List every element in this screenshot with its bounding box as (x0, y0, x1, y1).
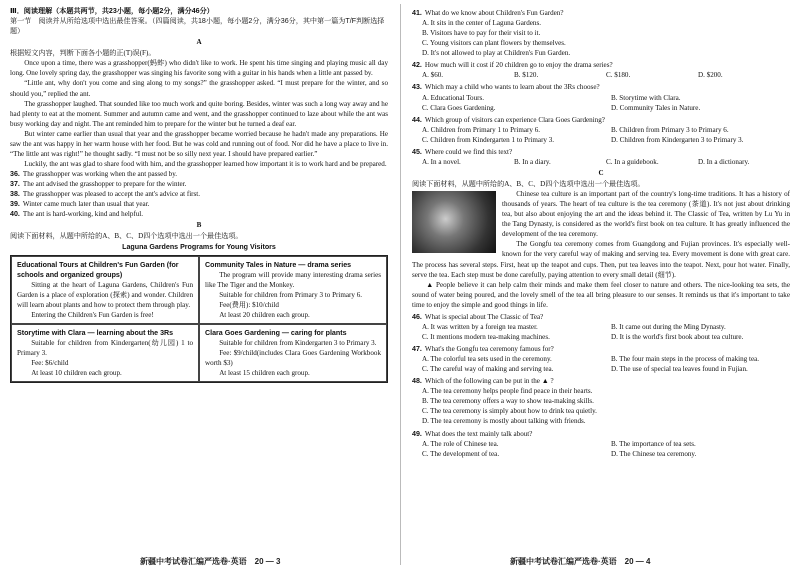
option: A. The colorful tea sets used in the ceremony. (422, 355, 552, 364)
question-text: What do we know about Children's Fun Garden? (424, 9, 564, 17)
right-column (412, 6, 790, 549)
paragraph: ▲ People believe it can help calm their minds and make them feel closer to nature and others. The nice-looking tea sets, the sound of water being poured, and the lovely smell of the tea all bring pleasure to our senses. It reminds us that it's important to take time to enjoy the simple and good things in life. (412, 280, 790, 309)
question-number: 38. (10, 190, 20, 199)
question-text: Where could we find this text? (424, 147, 513, 156)
options-row (412, 439, 790, 449)
option: B. It came out during the Ming Dynasty. (611, 322, 726, 331)
question-text: Winter came much later than usual that year. (22, 200, 150, 209)
question-number: 36. (10, 170, 20, 178)
option: A. It sits in the center of Laguna Gardens. (422, 19, 541, 28)
question-text: What is special about The Classic of Tea? (424, 312, 544, 321)
question (412, 429, 790, 459)
option: B. The tea ceremony offers a way to show tea-making skills. (422, 397, 594, 406)
options-row (412, 322, 790, 332)
program-line: Suitable for children from Kindergarten 3 to Primary 3. (219, 338, 377, 347)
program-line: At least 10 children each group. (31, 369, 122, 378)
questions-c (412, 312, 790, 459)
option: B. Storytime with Clara. (611, 93, 681, 102)
question-number: 47. (412, 345, 422, 353)
program-title: Community Tales in Nature — drama series (205, 260, 352, 269)
tf-question (10, 179, 388, 189)
question-text: Which may a child who wants to learn about the 3Rs choose? (424, 83, 600, 92)
question-stem (412, 147, 790, 157)
program-line: At least 20 children each group. (219, 310, 310, 319)
question-stem (412, 8, 790, 18)
passage-a (10, 58, 388, 169)
program-line: Fee(费用): $10/child (219, 300, 279, 309)
question-number: 41. (412, 9, 422, 17)
question (412, 60, 790, 80)
question-text: How much will it cost if 20 children go to enjoy the drama series? (424, 61, 613, 70)
program-line: At least 15 children each group. (219, 369, 310, 378)
option: A. The tea ceremony helps people find peace in their hearts. (422, 387, 593, 396)
option: D. In a dictionary. (698, 157, 750, 166)
question-stem (412, 429, 790, 439)
passage-b-instruction: 阅读下面材料，从题中所给的A、B、C、D四个选项中选出一个最佳选项。 (10, 232, 243, 241)
option: B. Visitors have to pay for their visit to it. (422, 29, 541, 38)
question (412, 376, 790, 426)
passage-c-letter: C (598, 168, 604, 177)
program-line: Sitting at the heart of Laguna Gardens, Children's Fun Garden is a place of exploration (探索) and wonder. Children will learn about plants and how to protect them through play. (17, 280, 193, 309)
question (412, 312, 790, 342)
question (412, 344, 790, 374)
question-stem (412, 82, 790, 92)
option: C. In a guidebook. (606, 157, 659, 166)
footer-left: 新疆中考试卷汇编严选卷·英语 20 — 3 (140, 556, 281, 566)
tf-question (10, 169, 388, 179)
program-cell (11, 256, 199, 324)
question (412, 115, 790, 145)
option: D. The tea ceremony is mostly about talking with friends. (422, 417, 586, 426)
question-number: 46. (412, 312, 422, 321)
program-line: Fee: $9/child(includes Clara Goes Gardening Workbook worth $3) (205, 349, 381, 368)
programs-title: Laguna Gardens Programs for Young Visitors (122, 243, 276, 252)
option: D. Children from Kindergarten 3 to Primary 3. (611, 135, 744, 144)
question-number: 48. (412, 377, 422, 386)
question-text: The grasshopper was pleased to accept the ant's advice at first. (22, 190, 201, 199)
program-cell (11, 324, 199, 382)
questions-b (412, 8, 790, 167)
question-number: 40. (10, 210, 20, 219)
program-cell (199, 256, 387, 324)
option: B. The importance of tea sets. (611, 439, 696, 448)
options-row (412, 354, 790, 364)
question (412, 8, 790, 58)
option: D. $200. (698, 71, 723, 80)
passage-a-instruction: 根据短文内容，判断下面各小题的正(T)误(F)。 (10, 49, 156, 58)
question-stem (412, 376, 790, 386)
option: D. It's not allowed to play at Children's Fun Garden. (422, 49, 571, 58)
question-number: 43. (412, 83, 422, 92)
options-row (412, 103, 790, 113)
question-number: 42. (412, 61, 422, 70)
option: A. $60. (422, 71, 444, 80)
question-number: 49. (412, 429, 422, 438)
options-row (412, 332, 790, 342)
question-text: What's the Gongfu tea ceremony famous for? (424, 345, 554, 353)
option: A. In a novel. (422, 157, 461, 166)
option: C. The tea ceremony is simply about how to drink tea quietly. (422, 407, 597, 416)
tf-question (10, 209, 388, 219)
paragraph: The grasshopper laughed. That sounded like too much work and quite boring. Besides, winter was such a long way away and he had plenty to eat at the moment. Summer and autumn came and went, and the grasshopper continued to laze about while the ant was busy working day and night. The ant reminded him to prepare for the winter but he turned a deaf ear. (10, 99, 388, 128)
option: D. It is the world's first book about tea culture. (611, 332, 744, 341)
programs-table (10, 255, 388, 384)
question-text: What does the text mainly talk about? (424, 429, 533, 438)
option: C. It mentions modern tea-making machines. (422, 332, 550, 341)
question-text: The grasshopper was working when the ant passed by. (22, 170, 178, 178)
question (412, 147, 790, 167)
left-column (10, 6, 388, 549)
options-row (412, 449, 790, 459)
program-line: The program will provide many interesting drama series like The Tiger and the Monkey. (205, 270, 381, 289)
option: A. Educational Tours. (422, 93, 485, 102)
section-title: 第一节 阅读并从所给选项中选出最佳答案。（四篇阅读，共18小题，每小题2分，满分36分，其中第一篇为T/F判断选择题） (10, 17, 385, 36)
passage-c-instruction: 阅读下面材料，从题中所给的A、B、C、D四个选项中选出一个最佳选项。 (412, 180, 645, 188)
option: A. It was written by a foreign tea master. (422, 322, 538, 331)
options-row (412, 364, 790, 374)
program-cell (199, 324, 387, 382)
question-text: The ant advised the grasshopper to prepare for the winter. (22, 180, 187, 189)
program-title: Storytime with Clara — learning about the 3Rs (17, 328, 174, 337)
options-row (412, 135, 790, 145)
program-line: Suitable for children from Primary 3 to Primary 6. (219, 290, 363, 299)
paragraph: Luckily, the ant was glad to share food with him, and the grasshopper learned how important it is to work hard and be prepared. (24, 159, 387, 168)
tf-question (10, 199, 388, 209)
paragraph: Once upon a time, there was a grasshopper(蚂蚱) who didn't like to work. He spent his time singing and playing music all day long. One lovely spring day, the grasshopper was singing his favorite song with a guitar in his hands when a little ant passed by. (10, 59, 388, 78)
question-stem (412, 344, 790, 354)
option: C. Clara Goes Gardening. (422, 103, 496, 112)
tf-question (10, 189, 388, 199)
option: C. The development of tea. (422, 449, 500, 458)
option: A. The role of Chinese tea. (422, 439, 499, 448)
paragraph: The Gongfu tea ceremony comes from Guangdong and Fujian provinces. It's especially well-known for the very careful way of making and serving tea. Every movement is done with great care. The process has several steps. First, heat up the teapot and cups. Then, put tea leaves into the teapot. Next, pour hot water. Finally, serve the tea. Each step must be done carefully, paying attention to every small detail (细节). (412, 240, 790, 279)
option: C. Young visitors can plant flowers by themselves. (422, 39, 566, 48)
program-line: Entering the Children's Fun Garden is free! (31, 310, 154, 319)
options-row (412, 70, 790, 80)
question-number: 39. (10, 200, 20, 209)
options-row (412, 125, 790, 135)
options-row (412, 157, 790, 167)
program-title: Clara Goes Gardening — caring for plants (205, 328, 347, 337)
tf-questions (10, 169, 388, 219)
option: D. The use of special tea leaves found in Fujian. (611, 365, 748, 374)
question-text: Which of the following can be put in the ▲ ? (424, 377, 554, 386)
question-number: 44. (412, 115, 422, 124)
paragraph: Chinese tea culture is an important part of the country's long-time traditions. It has a history of thousands of years. The heart of tea culture is the tea ceremony (茶道). It's not just about drinking tea, but also about enjoying the art and the ideas behind it. The Classic of Tea, written by Lu Yu in the Tang Dynasty, is considered as the world's first book on tea culture. It has greatly influenced the development of the tea ceremony. (502, 190, 790, 239)
option: B. The four main steps in the process of making tea. (611, 355, 760, 364)
question-stem (412, 115, 790, 125)
footer-right: 新疆中考试卷汇编严选卷·英语 20 — 4 (510, 556, 651, 566)
column-divider (400, 4, 401, 565)
option: B. Children from Primary 3 to Primary 6. (611, 125, 729, 134)
question-number: 37. (10, 180, 20, 189)
program-title: Educational Tours at Children's Fun Garden (for schools and organized groups) (17, 260, 179, 279)
option: D. Community Tales in Nature. (611, 103, 701, 112)
question-text: Which group of visitors can experience Clara Goes Gardening? (424, 115, 605, 124)
option: B. In a diary. (514, 157, 551, 166)
passage-a-letter: A (196, 38, 202, 47)
question-text: The ant is hard-working, kind and helpful. (22, 210, 144, 219)
options-row (412, 93, 790, 103)
passage-b-letter: B (196, 221, 202, 230)
tea-ceremony-photo (412, 191, 496, 253)
paragraph: But winter came earlier than usual that year and the grasshopper became worried because he hadn't made any preparations. He saw the ant was happy in her warm house with her food. But he was cold and running out of food. Nor did he have a place to live in. “The little ant was right!” he thought sadly. “I must not be so silly next year. I should have prepared earlier.” (10, 129, 388, 158)
option: C. $180. (606, 71, 631, 80)
option: A. Children from Primary 1 to Primary 6. (422, 125, 541, 134)
question-stem (412, 312, 790, 322)
question (412, 82, 790, 112)
question-number: 45. (412, 147, 422, 156)
part-title: Ⅲ．阅读理解（本题共两节，共23小题，每小题2分，满分46分） (10, 7, 214, 15)
option: D. The Chinese tea ceremony. (611, 449, 697, 458)
option: C. Children from Kindergarten 1 to Primary 3. (422, 135, 555, 144)
paragraph: “Little ant, why don't you come and sing along to my songs?” the grasshopper asked. “I must prepare for the winter, and so should you,” replied the ant. (10, 79, 388, 98)
program-line: Suitable for children from Kindergarten(幼儿园) 1 to Primary 3. (17, 338, 193, 357)
option: C. The careful way of making and serving tea. (422, 365, 554, 374)
program-line: Fee: $6/child (31, 359, 69, 368)
option: B. $120. (514, 71, 539, 80)
question-stem (412, 60, 790, 70)
